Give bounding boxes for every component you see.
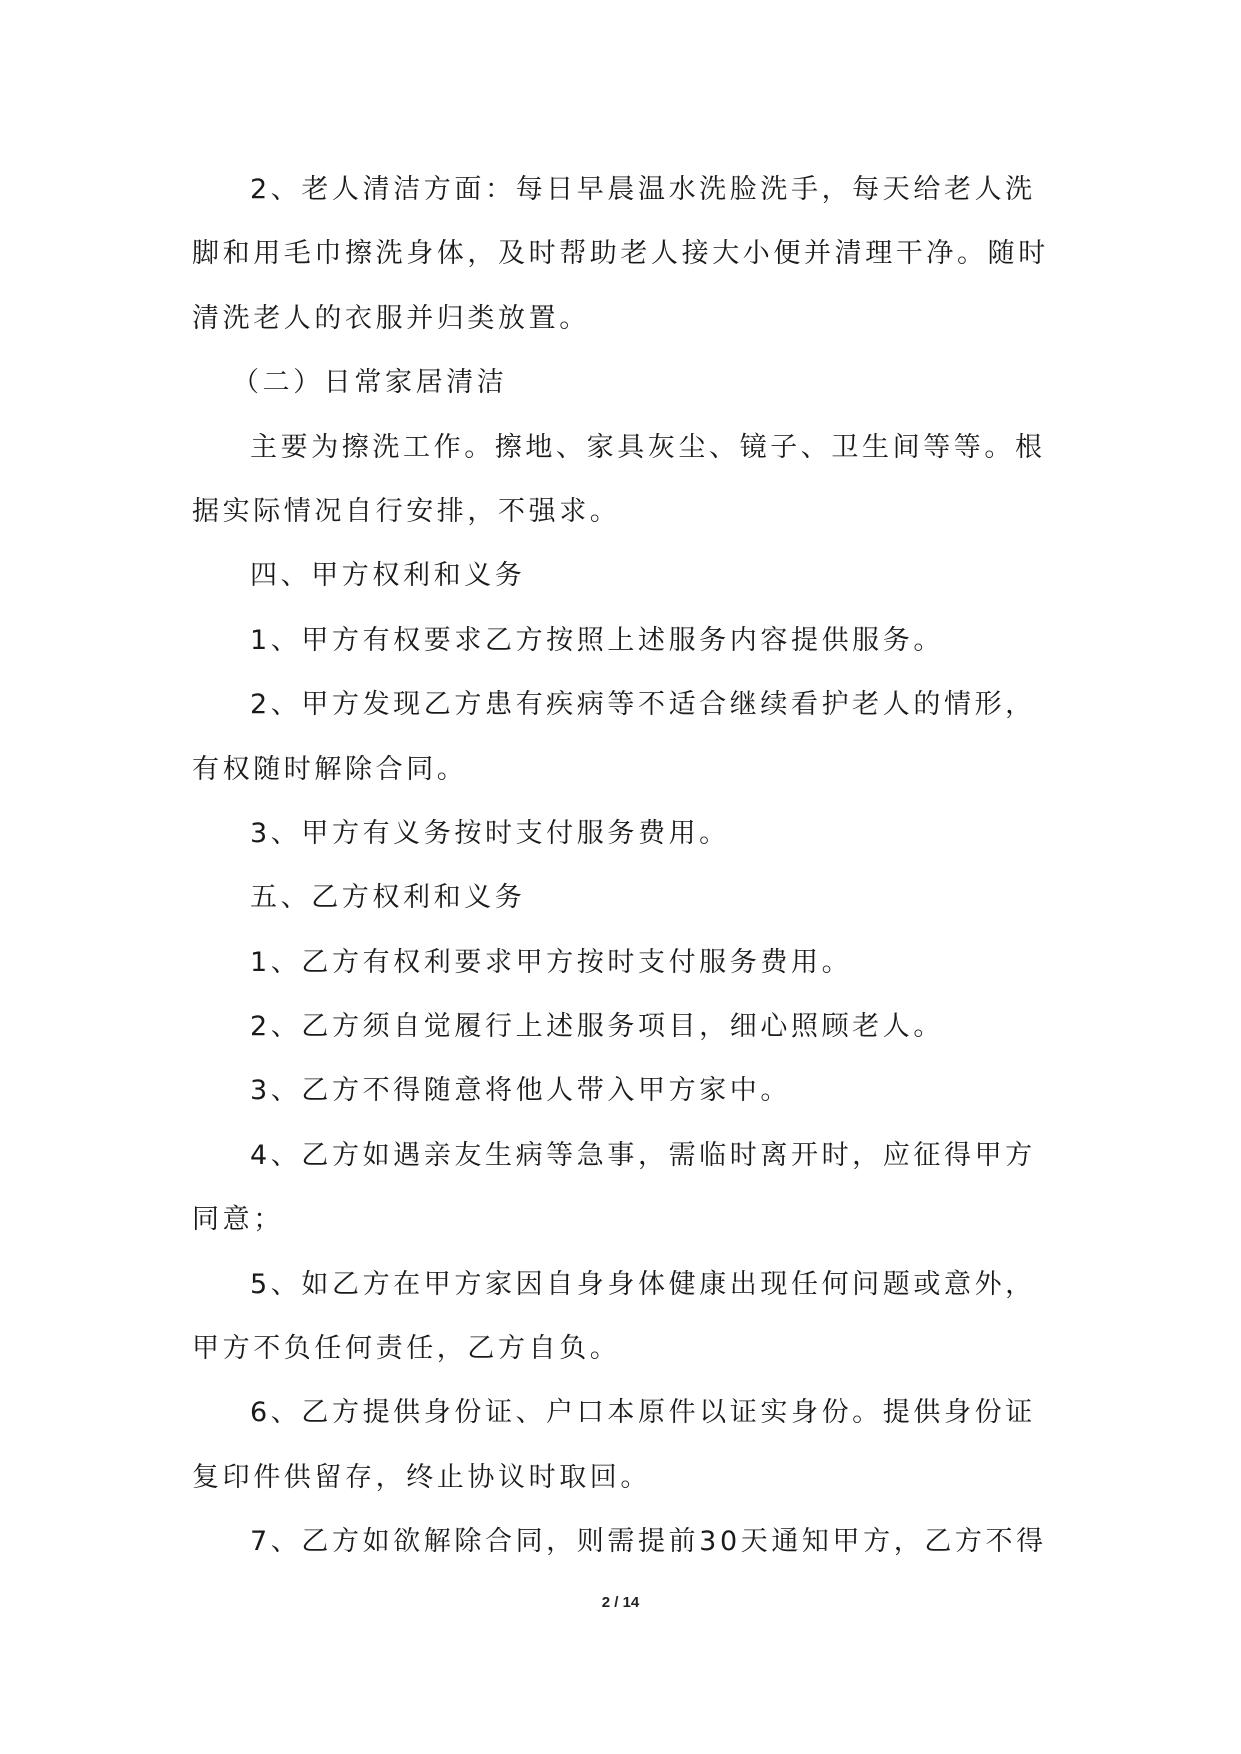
section-heading: 四、甲方权利和义务 (250, 560, 526, 592)
document-body (192, 158, 1052, 1575)
paragraph-line: 甲方不负任何责任，乙方自负。 (192, 1333, 621, 1365)
paragraph-line: 1、乙方有权利要求甲方按时支付服务费用。 (250, 946, 853, 978)
paragraph-line: 主要为擦洗工作。擦地、家具灰尘、镜子、卫生间等等。根 (250, 431, 1046, 463)
paragraph-line: 清洗老人的衣服并归类放置。 (192, 302, 590, 334)
paragraph-line: 脚和用毛巾擦洗身体，及时帮助老人接大小便并清理干净。随时 (192, 238, 1049, 270)
paragraph-line: 1、甲方有权要求乙方按照上述服务内容提供服务。 (250, 624, 944, 656)
paragraph-line: 2、甲方发现乙方患有疾病等不适合继续看护老人的情形， (250, 689, 1036, 721)
section-heading: （二）日常家居清洁 (232, 367, 508, 399)
page-number: 2 / 14 (601, 1594, 640, 1611)
paragraph-line: 据实际情况自行安排，不强求。 (192, 495, 621, 527)
paragraph-line: 3、乙方不得随意将他人带入甲方家中。 (250, 1075, 791, 1107)
paragraph-line: 3、甲方有义务按时支付服务费用。 (250, 817, 730, 849)
paragraph-line: 2、乙方须自觉履行上述服务项目，细心照顾老人。 (250, 1011, 944, 1043)
paragraph-line: 同意； (192, 1204, 284, 1236)
paragraph-line: 5、如乙方在甲方家因自身身体健康出现任何问题或意外， (250, 1268, 1036, 1300)
paragraph-line: 7、乙方如欲解除合同，则需提前30天通知甲方，乙方不得 (250, 1526, 1047, 1558)
section-heading: 五、乙方权利和义务 (250, 882, 526, 914)
paragraph-line: 复印件供留存，终止协议时取回。 (192, 1461, 651, 1493)
paragraph-line: 2、老人清洁方面：每日早晨温水洗脸洗手，每天给老人洗 (250, 174, 1036, 205)
paragraph-line: 有权随时解除合同。 (192, 753, 468, 785)
paragraph-line: 6、乙方提供身份证、户口本原件以证实身份。提供身份证 (250, 1397, 1036, 1429)
paragraph-line: 4、乙方如遇亲友生病等急事，需临时离开时，应征得甲方 (250, 1139, 1036, 1171)
